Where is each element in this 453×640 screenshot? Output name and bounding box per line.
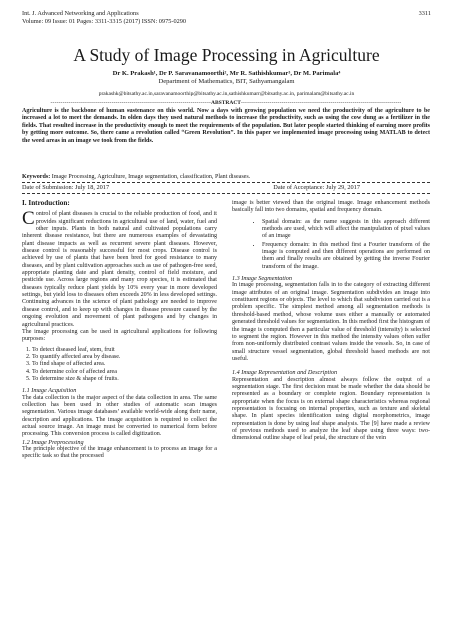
- abstract-heading: ABSTRACT: [211, 100, 241, 106]
- abstract-text: Agriculture is the backbone of human sustenance on this world. Now a days with growing population we need the productivity of the agriculture to be increased a lot to meet the demands. In olden days they used natural methods to increase the productivity, such as using the cow dung as a fertilizer in the fields. That resulted increase in the productivity enough to meet the requirements of the population. But later people started thinking of earning more profits by getting more outcome. So, there came a revolution called “Green Revolution”. In this paper we implemented image processing using MATLAB to detect the weed areas in an image we took from the fields.: [22, 108, 430, 144]
- journal-header: [22, 10, 186, 25]
- image-preprocessing-text: The principle objective of the image enhancement is to process an image for a specific task so that the processed: [22, 446, 217, 460]
- keywords-label: Keywords:: [22, 174, 51, 180]
- preprocessing-continued: image is better viewed than the original image. Image enhancement methods basically fall into two domains, spatial and frequency domain.: [232, 200, 430, 214]
- page-number: 3311: [418, 10, 431, 17]
- acceptance-date: Date of Acceptance: July 29, 2017: [273, 184, 360, 191]
- keywords-line: [22, 174, 430, 181]
- introduction-heading: I. Introduction:: [22, 199, 70, 207]
- image-acquisition-heading: 1.1 Image Acquisition: [22, 387, 77, 395]
- left-column: [22, 200, 217, 461]
- list-item: 2. To quantify affected area by disease.: [32, 354, 217, 361]
- right-column: [232, 200, 430, 443]
- paper-title: A Study of Image Processing in Agriculture: [73, 45, 380, 65]
- journal-volume: Volume: 09 Issue: 01 Pages: 3311-3315 (2017) ISSN: 0975-0290: [22, 17, 187, 25]
- divider-bottom: [22, 193, 430, 194]
- domains-list: [232, 219, 430, 271]
- intro-text: ontrol of plant diseases is crucial to the reliable production of food, and it provides significant reductions in agricultural use of land, water, fuel and other inputs. Plants in both natural and cultivated populations carry inherent disease resistance, but there are numerous examples of devastating plant disease impacts as well as recurrent severe plant diseases. However, disease control is reasonably successful for most crops. Disease control is achieved by use of plants that have been bred for good resistance to many diseases, and by plant cultivation approaches such as use of pathogen-free seed, appropriate planting date and plant density, control of field moisture, and pesticide use. Across large regions and many crop species, it is estimated that diseases typically reduce plant yields by 10% every year in more developed settings, but yield loss to diseases often exceeds 20% in less developed settings. Continuing advances in the science of plant pathology are needed to improve disease control, and to keep up with changes in disease pressure caused by the ongoing evolution and movement of plant pathogens and by changes in agricultural practices.: [22, 211, 217, 328]
- keywords-text: Image Processing, Agriculture, Image segmentation, classification, Plant diseases.: [51, 174, 251, 180]
- purposes-list: [22, 347, 217, 384]
- author-names: Dr K. Prakash¹, Dr P. Saravanamoorthi², Mr R. Sathishkumar³, Dr M. Parimala⁴: [112, 70, 341, 77]
- list-item: • Frequency domain: in this method first a Fourier transform of the image is computed and then different operations are performed on them and finally results are obtained by getting the inverse Fourier transform of the image.: [262, 242, 430, 271]
- image-preprocessing-heading: 1.2 Image Preprocessing: [22, 438, 84, 446]
- divider-top: [22, 182, 430, 183]
- list-item: • Spatial domain: as the name suggests in this approach different methods are used, which will affect the manipulation of pixel values of an image: [262, 219, 430, 241]
- rule-right: -------------------------------------------------------------------------------: [240, 100, 402, 106]
- applications-lead: The image processing can be used in agricultural applications for following purposes:: [22, 328, 217, 343]
- abstract-heading-rule: [22, 100, 430, 107]
- dates-row: [22, 184, 430, 191]
- image-representation-heading: 1.4 Image Representation and Description: [232, 369, 338, 377]
- drop-cap: C: [22, 208, 35, 230]
- author-block: [0, 70, 453, 85]
- list-item: 5. To determine size & shape of fruits.: [32, 376, 217, 383]
- intro-paragraph: [22, 208, 217, 329]
- affiliation: Department of Mathematics, BIT, Sathyamangalam: [158, 77, 295, 85]
- submission-date: Date of Submission: July 18, 2017: [22, 184, 110, 191]
- image-segmentation-heading: 1.3 Image Segmentation: [232, 275, 292, 283]
- list-item: 4. To determine color of affected area: [32, 369, 217, 376]
- image-segmentation-text: In image processing, segmentation falls in to the category of extracting different image attributes of an original image. Segmentation subdivides an image into constituent regions or objects. The level to which that subdivision carried out is a problem specific. The simplest method among all segmentation methods is threshold-based method, whose volume uses either a manually or automated generated threshold values for segmentation. In this method first the histogram of the image is computed then a particular value of threshold (intensity) is selected to segment the region. However in this method the intensity values often suffer from non-uniformly distributed contrast values inside the vessels. So, in case of small structure vessel segmentation, global threshold based methods are not useful.: [232, 282, 430, 362]
- list-item: 1. To detect diseased leaf, stem, fruit: [32, 347, 217, 354]
- list-item: 3. To find shape of affected area.: [32, 361, 217, 368]
- image-acquisition-text: The data collection is the major aspect of the data collection in area. The same collection has been used in other studies of automatic scan images segmentation. Various image databases’ available world-wide along their name, description and applications. The image acquisition is required to collect the actual source image. An image must be converted to numerical form before processing. This conversion process is called digitization.: [22, 394, 217, 438]
- journal-name: Int. J. Advanced Networking and Applications: [22, 10, 139, 17]
- rule-left: -------------------------------------------------------------------------------: [50, 100, 212, 106]
- image-representation-text: Representation and description almost always follow the output of a segmentation stage. The first decision must be made whether the data should be represented as a boundary or complete region. Boundary representation is appropriate when the focus is on external shape characteristics whereas regional representation is focusing on internal properties, such as texture and skeletal shape. In plant species identification using digital morphometrics, image representation is done by using leaf shape analysis. The [9] have made a review of previous methods used to analyze the leaf shape using three ways: two-dimensional outline shape of leaf petal, the structure of the vein: [232, 376, 430, 442]
- author-emails: prakashk@bitsathy.ac.in,saravanamoorthip@bitsathy.ac.in,sathishkumarr@bitsathy.ac.in, parimalam@bitsathy.ac.in: [98, 91, 355, 97]
